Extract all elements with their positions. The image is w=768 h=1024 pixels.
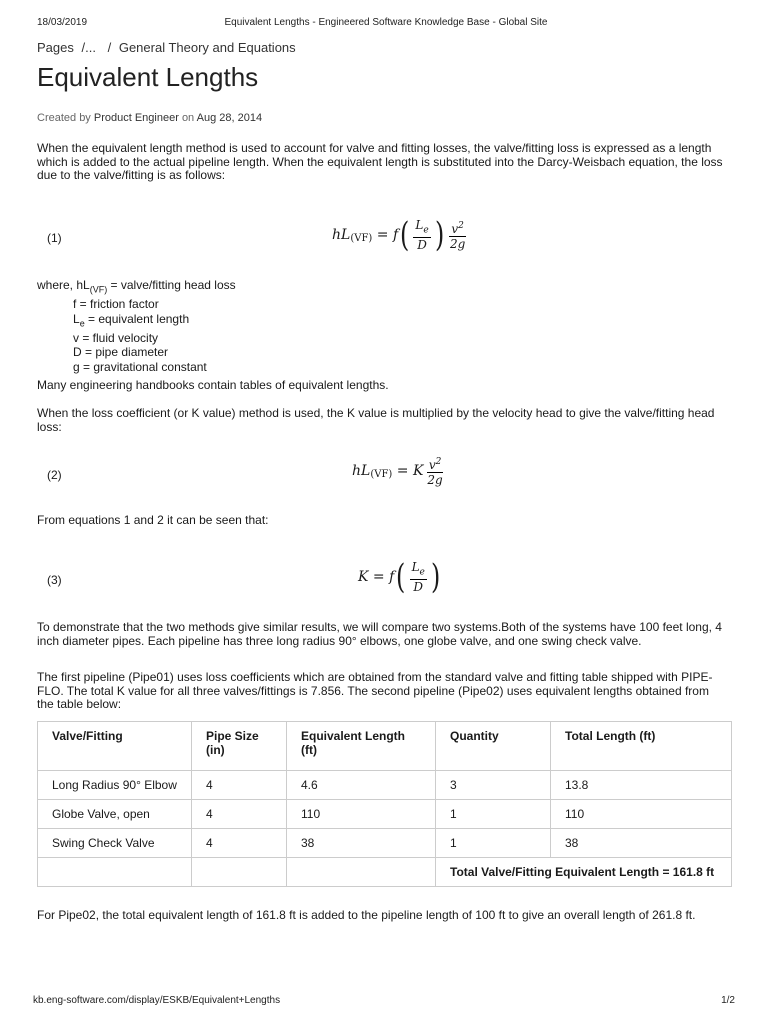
- byline-created-by: Created by: [37, 112, 91, 124]
- pipe02-paragraph: For Pipe02, the total equivalent length of 161.8 ft is added to the pipeline length of 100 ft to give an overall length of 261.8 ft.: [37, 908, 696, 922]
- cell-quantity: 1: [436, 829, 551, 858]
- equations-relation-paragraph: From equations 1 and 2 it can be seen that:: [37, 513, 269, 527]
- breadcrumb-current-link[interactable]: General Theory and Equations: [118, 40, 296, 55]
- cell-fitting: Globe Valve, open: [38, 800, 192, 829]
- equation-1-number: (1): [47, 231, 62, 245]
- col-total-length: Total Length (ft): [551, 722, 732, 771]
- created-date: Aug 28, 2014: [196, 112, 263, 124]
- cell-total-length: 38: [551, 829, 732, 858]
- def-le-letter: L: [73, 311, 80, 326]
- page-title: Equivalent Lengths: [37, 62, 259, 92]
- cell-pipe-size: 4: [192, 800, 287, 829]
- where-lead-sub: (VF): [89, 284, 108, 295]
- print-url: kb.eng-software.com/display/ESKB/Equivalent+Lengths: [33, 995, 281, 1006]
- def-gravity: g = gravitational constant: [73, 359, 207, 374]
- table-row: [38, 829, 732, 858]
- breadcrumb-separator: /: [107, 40, 112, 55]
- cell-pipe-size: 4: [192, 829, 287, 858]
- cell-quantity: 3: [436, 771, 551, 800]
- equation-2: hL (VF) = K $\frac{v^2}{2g}$: [352, 457, 443, 487]
- col-quantity: Quantity: [436, 722, 551, 771]
- author-link[interactable]: Product Engineer: [93, 112, 179, 124]
- print-page-number: 1/2: [721, 995, 735, 1006]
- cell-equivalent-length: 110: [287, 800, 436, 829]
- def-friction: f = friction factor: [73, 296, 159, 311]
- col-valve-fitting: Valve/Fitting: [38, 722, 192, 771]
- table-row: [38, 800, 732, 829]
- cell-fitting: Swing Check Valve: [38, 829, 192, 858]
- intro-paragraph: When the equivalent length method is used to account for valve and fitting losses, the valve/fitting loss is expressed as a length which is added to the actual pipeline length. When the equivalent length is substituted into the Darcy-Weisbach equation, the loss due to the valve/fitting is as follows:: [37, 141, 723, 182]
- byline: [37, 112, 262, 124]
- equivalent-length-table: [37, 721, 732, 887]
- def-diameter: D = pipe diameter: [73, 345, 169, 360]
- k-value-paragraph: When the loss coefficient (or K value) method is used, the K value is multiplied by the velocity head to give the valve/fitting head loss:: [37, 406, 715, 434]
- cell-quantity: 1: [436, 800, 551, 829]
- cell-total-length: 110: [551, 800, 732, 829]
- print-header: [37, 17, 735, 31]
- cell-total-equivalent-length: Total Valve/Fitting Equivalent Length = 161.8 ft: [436, 858, 732, 887]
- equation-1: hL (VF) = f ( $\frac{L_e}{D}$ ) $\frac{v^2}{2g}$: [332, 215, 466, 256]
- pipe01-paragraph: The first pipeline (Pipe01) uses loss coefficients which are obtained from the standard valve and fitting table shipped with PIPE-FLO. The total K value for all three valves/fittings is 7.856. The second pipeline (Pipe02) uses equivalent lengths obtained from the table below:: [37, 670, 713, 711]
- table-row: [38, 771, 732, 800]
- col-equivalent-length: Equivalent Length (ft): [287, 722, 436, 771]
- print-footer: [33, 995, 735, 1009]
- breadcrumb-ellipsis-link[interactable]: /...: [81, 40, 96, 55]
- byline-on: on: [181, 112, 195, 124]
- handbooks-paragraph: Many engineering handbooks contain tables of equivalent lengths.: [37, 378, 389, 392]
- def-equivalent-length: [73, 312, 236, 331]
- cell-equivalent-length: 38: [287, 829, 436, 858]
- cell-fitting: Long Radius 90° Elbow: [38, 771, 192, 800]
- where-lead: where, hL: [37, 278, 90, 292]
- table-header-row: [38, 722, 732, 771]
- variable-definitions: [37, 278, 236, 374]
- breadcrumb: [37, 40, 296, 55]
- def-le-rest: = equivalent length: [84, 311, 190, 326]
- equation-3-number: (3): [47, 573, 62, 587]
- def-velocity: v = fluid velocity: [73, 330, 159, 345]
- def-le-sub: e: [79, 317, 85, 328]
- col-pipe-size: Pipe Size (in): [192, 722, 287, 771]
- table-total-row: [38, 858, 732, 887]
- where-lead-rest: = valve/fitting head loss: [107, 278, 236, 292]
- print-page-title: Equivalent Lengths - Engineered Software Knowledge Base - Global Site: [224, 17, 548, 28]
- cell-equivalent-length: 4.6: [287, 771, 436, 800]
- cell-pipe-size: 4: [192, 771, 287, 800]
- cell-empty: [192, 858, 287, 887]
- cell-empty: [287, 858, 436, 887]
- demonstration-paragraph: To demonstrate that the two methods give similar results, we will compare two systems.Both of the systems have 100 feet long, 4 inch diameter pipes. Each pipeline has three long radius 90° elbows, one globe valve, and one swing check valve.: [37, 620, 722, 648]
- cell-total-length: 13.8: [551, 771, 732, 800]
- cell-empty: [38, 858, 192, 887]
- equation-3: K = f ( $\frac{L_e}{D}$ ): [358, 557, 441, 598]
- equation-2-number: (2): [47, 468, 62, 482]
- print-date: 18/03/2019: [37, 17, 88, 28]
- breadcrumb-pages-link[interactable]: Pages: [37, 40, 74, 55]
